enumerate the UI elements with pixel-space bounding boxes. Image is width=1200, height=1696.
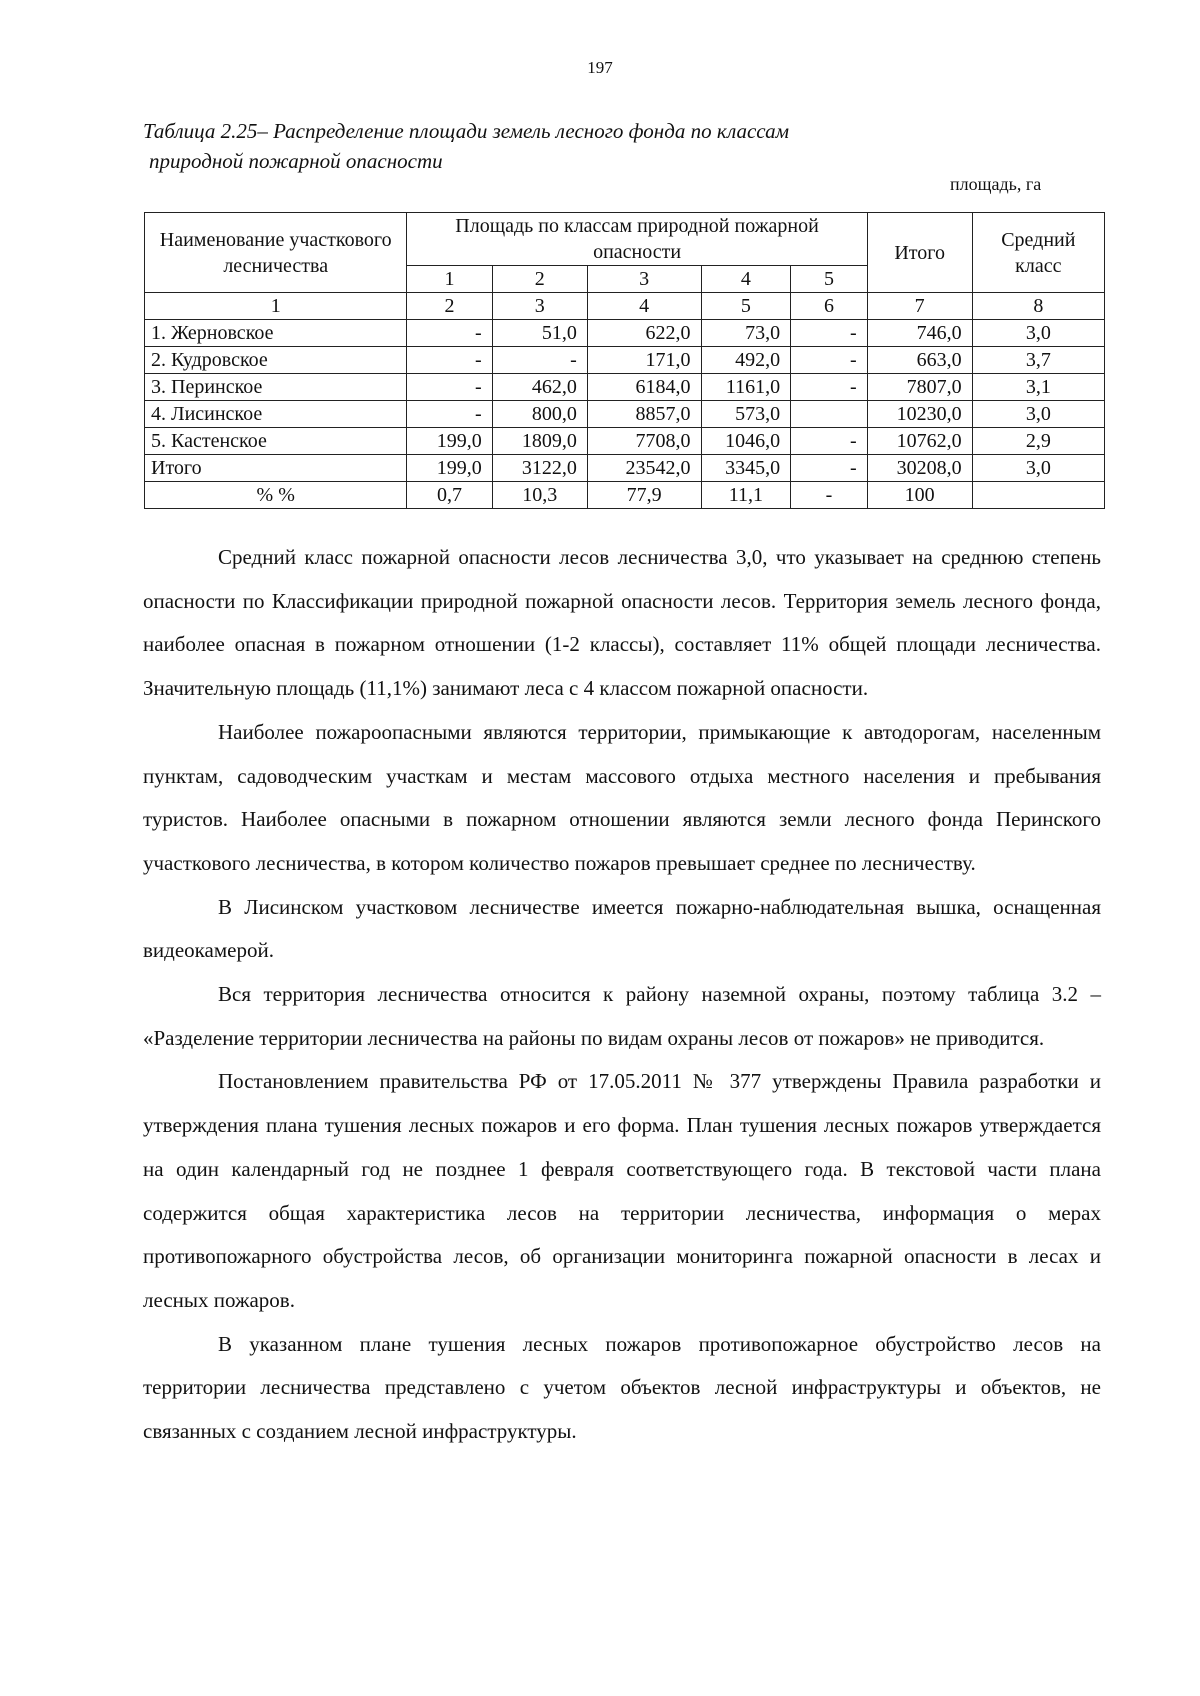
avg-class-cell: 3,1 <box>972 374 1104 401</box>
forestry-name: 5. Кастенское <box>145 428 407 455</box>
class-3-cell: 171,0 <box>587 347 701 374</box>
total-cell: 746,0 <box>867 320 972 347</box>
class-3-cell: 622,0 <box>587 320 701 347</box>
units-label: площадь, га <box>950 174 1042 194</box>
class-5-cell <box>791 401 868 428</box>
header-class: 4 <box>701 266 791 293</box>
total-cell: 30208,0 <box>867 455 972 482</box>
class-4-cell: 1046,0 <box>701 428 791 455</box>
table-row <box>145 428 1105 455</box>
total-percent: 100 <box>867 482 972 509</box>
forestry-name: 4. Лисинское <box>145 401 407 428</box>
column-number-row <box>145 293 1105 320</box>
class-5-cell: - <box>791 374 868 401</box>
class-1-cell: 199,0 <box>407 428 492 455</box>
table-row-percent <box>145 482 1105 509</box>
class-3-cell: 23542,0 <box>587 455 701 482</box>
table-row <box>145 320 1105 347</box>
column-number: 1 <box>145 293 407 320</box>
class-2-cell: 800,0 <box>492 401 587 428</box>
caption-line-2: природной пожарной опасности <box>149 149 443 173</box>
class-3-percent: 77,9 <box>587 482 701 509</box>
class-4-cell: 3345,0 <box>701 455 791 482</box>
avg-class-cell: 3,7 <box>972 347 1104 374</box>
column-number: 2 <box>407 293 492 320</box>
column-number: 7 <box>867 293 972 320</box>
paragraph: В указанном плане тушения лесных пожаров противопожарное обустройство лесов на территории лесничества представлено с учетом объектов лесной инфраструктуры и объектов, не связанных с созданием лесной инфраструктуры. <box>143 1331 1101 1444</box>
class-5-cell: - <box>791 455 868 482</box>
table-row <box>145 347 1105 374</box>
table-row-total <box>145 455 1105 482</box>
forestry-name: 1. Жерновское <box>145 320 407 347</box>
total-cell: 663,0 <box>867 347 972 374</box>
class-2-cell: 51,0 <box>492 320 587 347</box>
header-name: Наименование участкового лесничества <box>145 213 407 293</box>
avg-class-cell: 3,0 <box>972 320 1104 347</box>
table-caption <box>143 116 1043 176</box>
class-4-cell: 573,0 <box>701 401 791 428</box>
class-1-cell: - <box>407 374 492 401</box>
header-avg-class: Средний класс <box>972 213 1104 293</box>
body-text <box>143 536 1101 1454</box>
class-3-cell: 7708,0 <box>587 428 701 455</box>
header-class: 5 <box>791 266 868 293</box>
table-row <box>145 401 1105 428</box>
class-4-cell: 1161,0 <box>701 374 791 401</box>
class-3-cell: 6184,0 <box>587 374 701 401</box>
column-number: 6 <box>791 293 868 320</box>
page-number: 197 <box>587 58 613 77</box>
class-4-cell: 73,0 <box>701 320 791 347</box>
class-4-cell: 492,0 <box>701 347 791 374</box>
class-1-cell: - <box>407 401 492 428</box>
forest-fire-class-table <box>144 212 1105 509</box>
class-5-percent: - <box>791 482 868 509</box>
avg-class-cell: 3,0 <box>972 401 1104 428</box>
paragraph: Наиболее пожароопасными являются территории, примыкающие к автодорогам, населенным пунктам, садоводческим участкам и местам массового отдыха местного населения и пребывания туристов. Наиболее опасными в пожарном отношении являются земли лесного фонда Перинского участкового лесничества, в котором количество пожаров превышает среднее по лесничеству. <box>143 719 1101 875</box>
caption-line-1: Таблица 2.25– Распределение площади земель лесного фонда по классам <box>143 119 789 143</box>
class-1-cell: 199,0 <box>407 455 492 482</box>
total-cell: 7807,0 <box>867 374 972 401</box>
class-1-cell: - <box>407 347 492 374</box>
class-4-percent: 11,1 <box>701 482 791 509</box>
column-number: 4 <box>587 293 701 320</box>
class-5-cell: - <box>791 320 868 347</box>
avg-class-cell: 2,9 <box>972 428 1104 455</box>
class-1-percent: 0,7 <box>407 482 492 509</box>
column-number: 8 <box>972 293 1104 320</box>
avg-class-cell: 3,0 <box>972 455 1104 482</box>
paragraph: Средний класс пожарной опасности лесов лесничества 3,0, что указывает на среднюю степень опасности по Классификации природной пожарной опасности лесов. Территория земель лесного фонда, наиболее опасная в пожарном отношении (1-2 классы), составляет 11% общей площади лесничества. Значительную площадь (11,1%) занимают леса с 4 классом пожарной опасности. <box>143 545 1101 701</box>
paragraph: В Лисинском участковом лесничестве имеется пожарно-наблюдательная вышка, оснащенная видеокамерой. <box>143 894 1101 963</box>
column-number: 3 <box>492 293 587 320</box>
class-2-cell: 1809,0 <box>492 428 587 455</box>
header-total: Итого <box>867 213 972 293</box>
class-5-cell: - <box>791 428 868 455</box>
percent-label: % % <box>145 482 407 509</box>
forestry-name: 3. Перинское <box>145 374 407 401</box>
paragraph: Вся территория лесничества относится к району наземной охраны, поэтому таблица 3.2 – «Разделение территории лесничества на районы по видам охраны лесов от пожаров» не приводится. <box>143 982 1101 1050</box>
total-cell: 10230,0 <box>867 401 972 428</box>
class-5-cell: - <box>791 347 868 374</box>
header-area-group: Площадь по классам природной пожарной опасности <box>407 213 867 266</box>
forestry-name: 2. Кудровское <box>145 347 407 374</box>
class-2-percent: 10,3 <box>492 482 587 509</box>
class-1-cell: - <box>407 320 492 347</box>
forestry-name: Итого <box>145 455 407 482</box>
column-number: 5 <box>701 293 791 320</box>
header-class: 2 <box>492 266 587 293</box>
total-cell: 10762,0 <box>867 428 972 455</box>
class-2-cell: 3122,0 <box>492 455 587 482</box>
header-class: 1 <box>407 266 492 293</box>
class-2-cell: 462,0 <box>492 374 587 401</box>
header-class: 3 <box>587 266 701 293</box>
table-row <box>145 374 1105 401</box>
paragraph: Постановлением правительства РФ от 17.05.2011 № 377 утверждены Правила разработки и утверждения плана тушения лесных пожаров и его форма. План тушения лесных пожаров утверждается на один календарный год не позднее 1 февраля соответствующего года. В текстовой части плана содержится общая характеристика лесов на территории лесничества, информация о мерах противопожарного обустройства лесов, об организации мониторинга пожарной опасности в лесах и лесных пожаров. <box>143 1069 1101 1312</box>
class-3-cell: 8857,0 <box>587 401 701 428</box>
class-2-cell: - <box>492 347 587 374</box>
avg-class-percent <box>972 482 1104 509</box>
